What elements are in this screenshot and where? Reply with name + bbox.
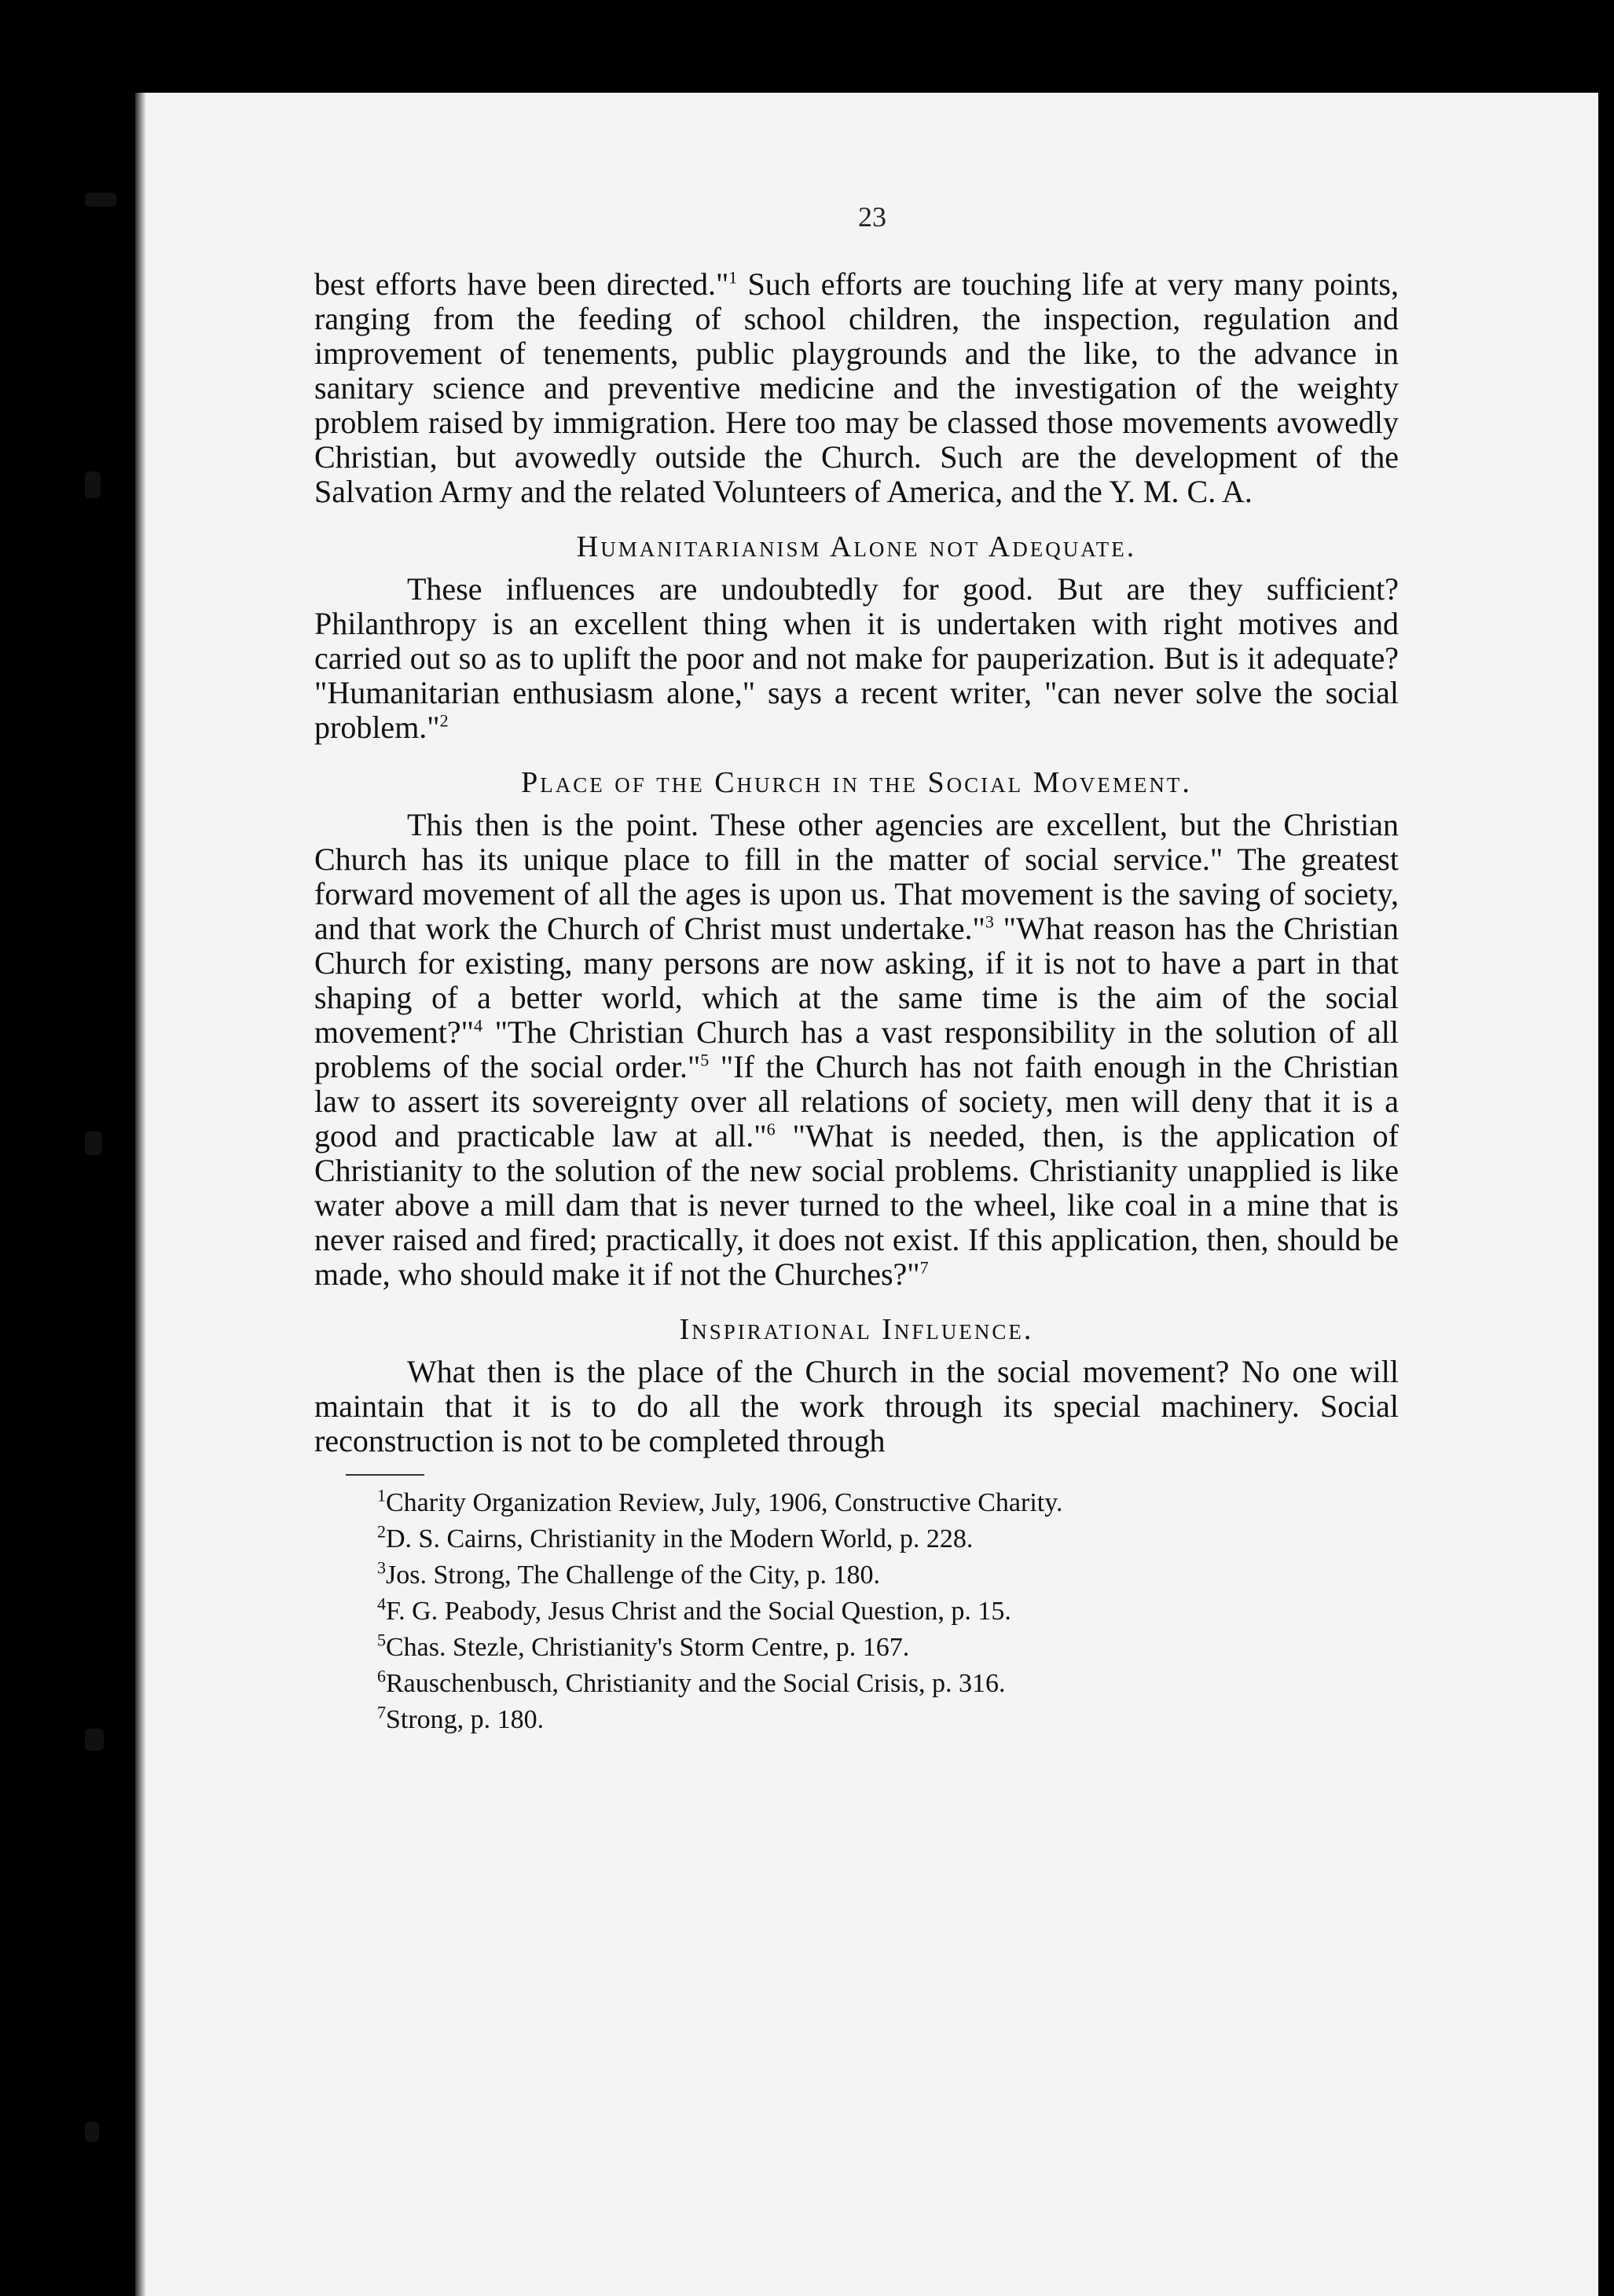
paragraph: [314, 572, 1399, 745]
section-heading: Humanitarianism Alone not Adequate.: [576, 530, 1137, 563]
footnote-marker: 7: [377, 1702, 386, 1722]
binding-clip: [85, 193, 116, 207]
footnote-item: [377, 1594, 1399, 1630]
section-heading: Place of the Church in the Social Movement.: [521, 766, 1192, 799]
binding-clip: [85, 1729, 104, 1751]
footnote-text: Strong, p. 180.: [386, 1705, 545, 1734]
text-segment: This then is the point. These other agencies are excellent, but the Christian Church has its unique place to fill in the matter of social service." The greatest forward movement of all the ages is upon us. That movement is the saving of society, and that work the Church of Christ must undertake.": [314, 807, 1399, 946]
footnote-marker: 2: [377, 1521, 386, 1542]
footnote-rule: [346, 1474, 424, 1476]
footnote-text: F. G. Peabody, Jesus Christ and the Social Question, p. 15.: [386, 1597, 1011, 1626]
footnote-marker: 4: [473, 1015, 482, 1036]
binding-clip: [85, 471, 101, 498]
text-segment: "The Christian Church has a vast responsibility in the solution of all problems of the social order.": [314, 1014, 1399, 1084]
text-segment: What then is the place of the Church in the social movement? No one will maintain that it is to do all the work through its special machinery. Social reconstruction is not to be completed through: [314, 1354, 1399, 1458]
footnote-marker: 1: [728, 267, 738, 288]
paragraph: [314, 1355, 1399, 1458]
footnote-marker: 3: [985, 911, 994, 932]
footnote-marker: 5: [377, 1630, 386, 1650]
text-segment: Such efforts are touching life at very many points, ranging from the feeding of school children, the inspection, regulation and improvement of tenements, public playgrounds and the like, to the advance in sanitary science and preventive medicine and the investigation of the weighty problem raised by immigration. Here too may be classed those movements avowedly Christian, but avowedly outside the Church. Such are the development of the Salvation Army and the related Volunteers of America, and the Y. M. C. A.: [314, 266, 1399, 509]
footnote-marker: 4: [377, 1594, 386, 1614]
section-heading: Inspirational Influence.: [679, 1313, 1034, 1346]
text-segment: "What is needed, then, is the application of Christianity to the solution of the new social problems. Christianity unapplied is like water above a mill dam that is never turned to the wheel, like coal in a mine that is never raised and fired; practically, it does not exist. If this application, then, should be made, who should make it if not the Churches?": [314, 1118, 1399, 1292]
footnote-item: [377, 1630, 1399, 1666]
footnote-item: [377, 1485, 1399, 1521]
footnote-marker: 6: [377, 1666, 386, 1686]
binding-clip: [85, 2122, 99, 2142]
footnote-marker: 3: [377, 1557, 386, 1578]
text-segment: best efforts have been directed.": [314, 266, 729, 302]
text-segment: These influences are undoubtedly for good. But are they sufficient? Philanthropy is an excellent thing when it is undertaken with right motives and carried out so as to uplift the poor and not make for pauperization. But is it adequate? "Humanitarian enthusiasm alone," says a recent writer, "can never solve the social problem.": [314, 571, 1399, 745]
paragraph: [314, 267, 1399, 509]
footnotes: [377, 1485, 1399, 1738]
footnote-item: [377, 1521, 1399, 1557]
footnote-marker: 5: [700, 1050, 710, 1070]
page-number: 23: [858, 201, 886, 233]
footnote-marker: 6: [766, 1119, 776, 1139]
footnote-item: [377, 1666, 1399, 1702]
footnote-item: [377, 1702, 1399, 1738]
footnote-text: D. S. Cairns, Christianity in the Modern World, p. 228.: [386, 1524, 974, 1553]
paragraph: [314, 808, 1399, 1292]
footnote-marker: 7: [919, 1257, 929, 1278]
footnote-marker: 2: [439, 710, 449, 731]
footnote-text: Charity Organization Review, July, 1906, Constructive Charity.: [386, 1488, 1063, 1517]
page-body: [314, 267, 1399, 1738]
footnote-text: Rauschenbusch, Christianity and the Social Crisis, p. 316.: [386, 1669, 1006, 1698]
footnote-marker: 1: [377, 1485, 386, 1506]
footnote-text: Chas. Stezle, Christianity's Storm Centre, p. 167.: [386, 1633, 910, 1662]
footnote-item: [377, 1557, 1399, 1594]
text-segment: "If the Church has not faith enough in the Christian law to assert its sovereignty over all relations of society, men will deny that it is a good and practicable law at all.": [314, 1049, 1399, 1154]
footnote-text: Jos. Strong, The Challenge of the City, p. 180.: [386, 1561, 880, 1590]
binding-shadow: [135, 93, 146, 2296]
binding-clip: [85, 1131, 102, 1155]
text-segment: "What reason has the Christian Church for existing, many persons are now asking, if it is not to have a part in that shaping of a better world, which at the same time is the aim of the social movement?": [314, 911, 1399, 1050]
